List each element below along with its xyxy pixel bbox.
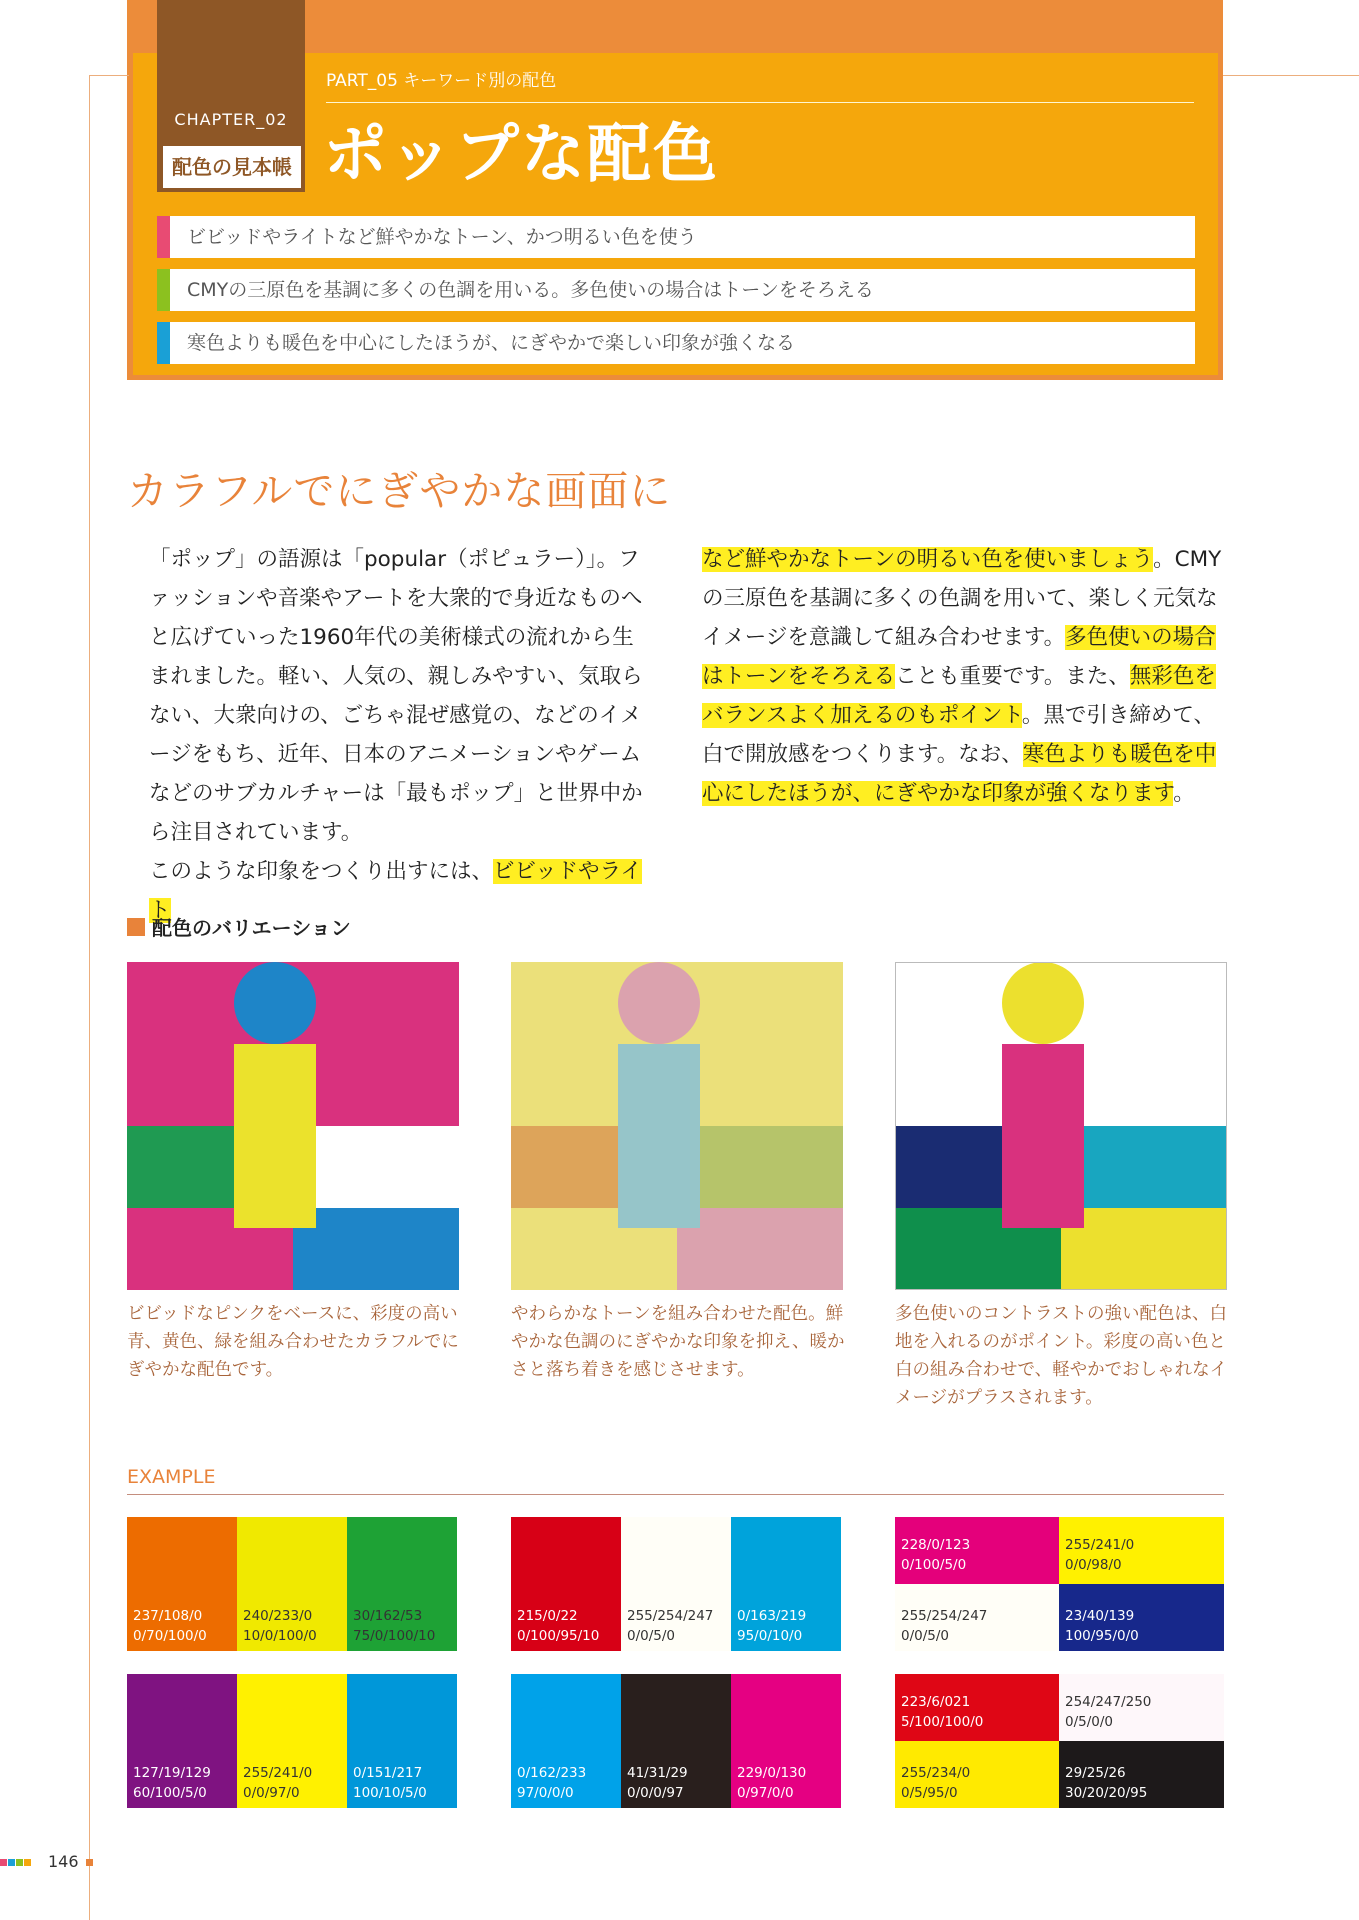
color-swatch (621, 1517, 731, 1651)
highlight-text: 多色使いの場合はトーンをそろえる (702, 625, 1216, 689)
page-number-dot (86, 1859, 93, 1866)
page-frame-line (1223, 75, 1359, 76)
swatch-values (1065, 1763, 1147, 1803)
swatch-values (517, 1763, 586, 1803)
figure-body (234, 1044, 316, 1228)
variation-marker (127, 918, 145, 936)
swatch-values (737, 1606, 806, 1646)
swatch-values (353, 1763, 427, 1803)
cmyk-value: 0/97/0/0 (737, 1785, 794, 1801)
chapter-name: 配色の見本帳 (163, 146, 301, 188)
rgb-value: 0/162/233 (517, 1765, 587, 1781)
rgb-value: 255/241/0 (1065, 1537, 1135, 1553)
variation-panel (127, 962, 459, 1290)
cmyk-value: 0/0/0/97 (627, 1785, 684, 1801)
rgb-value: 255/234/0 (901, 1765, 971, 1781)
variation-illustration (896, 963, 1226, 1289)
rgb-value: 229/0/130 (737, 1765, 807, 1781)
highlight-text: ビビッドやライト (149, 859, 643, 923)
variation-illustration (511, 962, 843, 1290)
color-swatch (237, 1517, 347, 1651)
cmyk-value: 100/95/0/0 (1065, 1628, 1139, 1644)
feature-bar (157, 269, 170, 311)
page-marker (8, 1859, 15, 1866)
variation-title: 配色のバリエーション (152, 916, 351, 940)
variation-caption: 多色使いのコントラストの強い配色は、白地を入れるのがポイント。彩度の高い色と白の組み合わせで、軽やかでおしゃれなイメージがプラスされます。 (895, 1304, 1228, 1408)
swatch-values (901, 1763, 970, 1803)
color-swatch (1059, 1741, 1224, 1808)
panel-block (293, 1208, 459, 1290)
cmyk-value: 0/70/100/0 (133, 1628, 207, 1644)
cmyk-value: 100/10/5/0 (353, 1785, 427, 1801)
swatch-values (243, 1606, 317, 1646)
cmyk-value: 5/100/100/0 (901, 1714, 984, 1730)
body-text: 。 (1173, 781, 1195, 806)
variation-panel (511, 962, 843, 1290)
color-swatch (127, 1517, 237, 1651)
cmyk-value: 95/0/10/0 (737, 1628, 803, 1644)
highlight-text: 無彩色をバランスよく加えるのもポイント (702, 664, 1216, 728)
color-swatch (1059, 1517, 1224, 1584)
body-text: ことも重要です。また、 (895, 664, 1130, 689)
page-marker (0, 1859, 7, 1866)
page-frame-line (89, 75, 90, 1920)
color-swatch (127, 1674, 237, 1808)
rgb-value: 255/254/247 (901, 1608, 988, 1624)
rgb-value: 23/40/139 (1065, 1608, 1135, 1624)
feature-bar (157, 216, 170, 258)
rgb-value: 215/0/22 (517, 1608, 578, 1624)
panel-block (677, 1126, 843, 1208)
variation-panel (895, 962, 1227, 1290)
feature-item (157, 322, 1195, 364)
swatch-values (627, 1763, 688, 1803)
highlight-text: など鮮やかなトーンの明るい色を使いましょう (702, 547, 1154, 572)
cmyk-value: 0/0/5/0 (627, 1628, 676, 1644)
rgb-value: 30/162/53 (353, 1608, 423, 1624)
color-swatch (347, 1517, 457, 1651)
chapter-label: CHAPTER_02 (174, 110, 288, 129)
rgb-value: 255/241/0 (243, 1765, 313, 1781)
cmyk-value: 97/0/0/0 (517, 1785, 574, 1801)
cmyk-value: 30/20/20/95 (1065, 1785, 1148, 1801)
cmyk-value: 0/0/98/0 (1065, 1557, 1122, 1573)
color-swatch (731, 1517, 841, 1651)
swatch-values (1065, 1535, 1134, 1575)
feature-item (157, 216, 1195, 258)
rgb-value: 127/19/129 (133, 1765, 211, 1781)
swatch-values (353, 1606, 435, 1646)
rgb-value: 228/0/123 (901, 1537, 971, 1553)
swatch-values (737, 1763, 806, 1803)
feature-text: 寒色よりも暖色を中心にしたほうが、にぎやかで楽しい印象が強くなる (187, 332, 796, 354)
color-swatch (895, 1584, 1059, 1651)
figure-body (618, 1044, 700, 1228)
figure-body (1002, 1044, 1084, 1228)
cmyk-value: 75/0/100/10 (353, 1628, 436, 1644)
body-text: 。CMYの三原色を基調に多くの色調を用いて、楽しく元気なイメージを意識して組み合わせます。 (702, 547, 1222, 650)
page-marker (24, 1859, 31, 1866)
rgb-value: 237/108/0 (133, 1608, 203, 1624)
header-divider (326, 102, 1194, 103)
color-swatch (511, 1674, 621, 1808)
body-paragraph: 「ポップ」の語源は「popular（ポピュラー）」。ファッションや音楽やアートを大衆的で身近なものへと広げていった1960年代の美術様式の流れから生まれました。軽い、人気の、親しみやすい、気取らない、大衆向けの、ごちゃ混ぜ感覚の、などのイメージをもち、近年、日本のアニメーションやゲームなどのサブカルチャーは「最もポップ」と世界中から注目されています。 (149, 547, 643, 845)
color-swatch (895, 1741, 1059, 1808)
color-swatch (1059, 1674, 1224, 1741)
example-divider (127, 1494, 1224, 1495)
rgb-value: 240/233/0 (243, 1608, 313, 1624)
panel-block (293, 1126, 459, 1208)
body-text: 。黒で引き締めて、白で開放感をつくります。なお、 (702, 703, 1215, 767)
color-swatch (1059, 1584, 1224, 1651)
rgb-value: 29/25/26 (1065, 1765, 1126, 1781)
cmyk-value: 0/100/5/0 (901, 1557, 967, 1573)
color-swatch (347, 1674, 457, 1808)
panel-block (677, 1208, 843, 1290)
swatch-values (133, 1606, 207, 1646)
part-label: PART_05 キーワード別の配色 (326, 71, 557, 91)
body-text: このような印象をつくり出すには、 (149, 859, 494, 884)
feature-item (157, 269, 1195, 311)
variation-illustration (127, 962, 459, 1290)
swatch-values (901, 1535, 970, 1575)
cmyk-value: 60/100/5/0 (133, 1785, 207, 1801)
cmyk-value: 0/5/0/0 (1065, 1714, 1114, 1730)
rgb-value: 223/6/021 (901, 1694, 971, 1710)
color-swatch (511, 1517, 621, 1651)
cmyk-value: 0/0/5/0 (901, 1628, 950, 1644)
swatch-values (133, 1763, 211, 1803)
panel-block (1061, 1208, 1226, 1289)
rgb-value: 0/163/219 (737, 1608, 807, 1624)
figure-head (234, 962, 316, 1044)
swatch-values (1065, 1692, 1151, 1732)
feature-bar (157, 322, 170, 364)
swatch-values (517, 1606, 599, 1646)
highlight-text: 寒色よりも暖色を中心にしたほうが、にぎやかな印象が強くなります (702, 742, 1217, 806)
body-column-left (127, 540, 651, 930)
variation-caption: やわらかなトーンを組み合わせた配色。鮮やかな色調のにぎやかな印象を抑え、暖かさと落ち着きを感じさせます。 (511, 1304, 845, 1380)
example-title: EXAMPLE (127, 1466, 216, 1488)
panel-block (1061, 1126, 1226, 1208)
swatch-values (627, 1606, 713, 1646)
color-swatch (731, 1674, 841, 1808)
body-paragraph (702, 540, 1226, 813)
variation-caption: ビビッドなピンクをベースに、彩度の高い青、黄色、緑を組み合わせたカラフルでにぎやかな配色です。 (127, 1304, 459, 1380)
page-frame-line (89, 75, 129, 76)
color-swatch (237, 1674, 347, 1808)
section-heading: カラフルでにぎやかな画面に (127, 467, 672, 515)
feature-text: ビビッドやライトなど鮮やかなトーン、かつ明るい色を使う (187, 226, 697, 248)
page-title: ポップな配色 (323, 118, 719, 192)
feature-text: CMYの三原色を基調に多くの色調を用いる。多色使いの場合はトーンをそろえる (187, 279, 874, 301)
rgb-value: 41/31/29 (627, 1765, 688, 1781)
rgb-value: 254/247/250 (1065, 1694, 1152, 1710)
page-number: 146 (48, 1852, 79, 1871)
cmyk-value: 0/5/95/0 (901, 1785, 958, 1801)
swatch-values (901, 1692, 983, 1732)
rgb-value: 255/254/247 (627, 1608, 714, 1624)
page-marker (16, 1859, 23, 1866)
swatch-values (901, 1606, 987, 1646)
swatch-values (1065, 1606, 1139, 1646)
cmyk-value: 0/100/95/10 (517, 1628, 600, 1644)
color-swatch (895, 1517, 1059, 1584)
cmyk-value: 10/0/100/0 (243, 1628, 317, 1644)
rgb-value: 0/151/217 (353, 1765, 423, 1781)
color-swatch (621, 1674, 731, 1808)
cmyk-value: 0/0/97/0 (243, 1785, 300, 1801)
figure-head (618, 962, 700, 1044)
body-column-right (702, 540, 1226, 813)
figure-head (1002, 963, 1084, 1044)
swatch-values (243, 1763, 312, 1803)
color-swatch (895, 1674, 1059, 1741)
